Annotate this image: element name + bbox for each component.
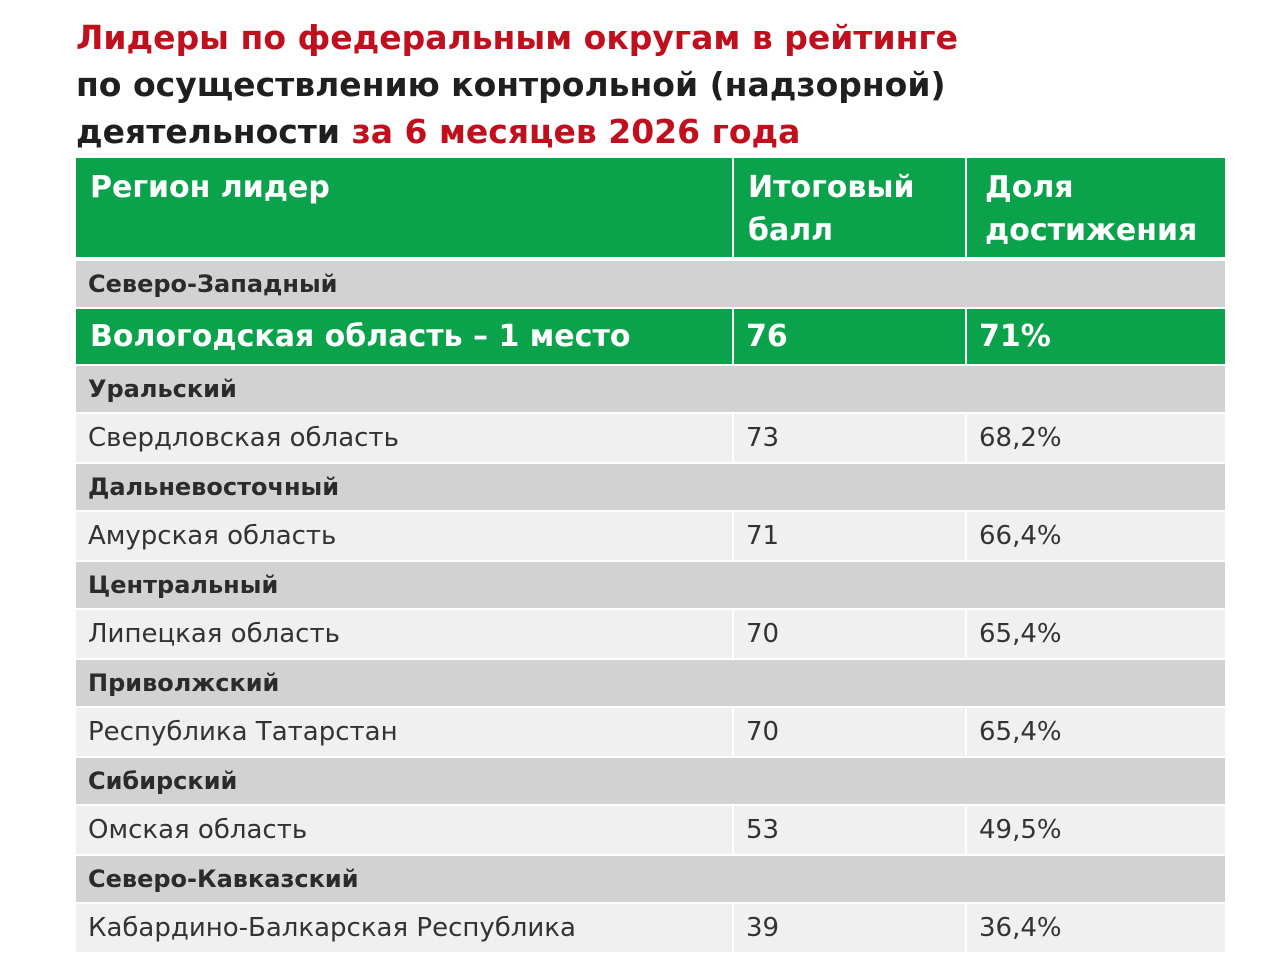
table-row bbox=[76, 512, 1225, 560]
share-cell: 49,5% bbox=[965, 806, 1225, 854]
table-header bbox=[76, 158, 1225, 257]
region-cell: Свердловская область bbox=[88, 423, 399, 453]
share-cell: 66,4% bbox=[965, 512, 1225, 560]
share-cell: 36,4% bbox=[965, 904, 1225, 952]
district-row: Приволжский bbox=[76, 660, 1225, 706]
score-cell: 71 bbox=[732, 512, 965, 560]
table-row bbox=[76, 806, 1225, 854]
table-row bbox=[76, 610, 1225, 658]
title-line-2: по осуществлению контрольной (надзорной) bbox=[76, 65, 946, 104]
region-cell: Амурская область bbox=[88, 521, 337, 551]
table-body bbox=[76, 261, 1225, 952]
title-line-3-dark: деятельности bbox=[76, 112, 341, 151]
title-period: за 6 месяцев 2026 года bbox=[351, 112, 801, 151]
header-region: Регион лидер bbox=[90, 170, 330, 205]
district-row: Дальневосточный bbox=[76, 464, 1225, 510]
table-row bbox=[76, 708, 1225, 756]
page-title bbox=[76, 14, 1236, 155]
ratings-table bbox=[76, 158, 1225, 954]
region-cell: Липецкая область bbox=[88, 619, 340, 649]
district-row: Уральский bbox=[76, 366, 1225, 412]
title-line-3 bbox=[76, 108, 1236, 155]
share-cell: 68,2% bbox=[965, 414, 1225, 462]
district-row: Северо-Кавказский bbox=[76, 856, 1225, 902]
score-cell: 70 bbox=[732, 708, 965, 756]
table-row bbox=[76, 904, 1225, 952]
leader-row bbox=[76, 309, 1225, 364]
district-row: Центральный bbox=[76, 562, 1225, 608]
table-row bbox=[76, 414, 1225, 462]
region-cell: Республика Татарстан bbox=[88, 717, 398, 747]
district-row: Сибирский bbox=[76, 758, 1225, 804]
share-cell: 65,4% bbox=[965, 610, 1225, 658]
header-score: Итоговый балл bbox=[732, 158, 965, 257]
region-cell: Кабардино-Балкарская Республика bbox=[88, 913, 576, 943]
score-cell: 53 bbox=[732, 806, 965, 854]
title-line-1: Лидеры по федеральным округам в рейтинге bbox=[76, 18, 959, 57]
score-cell: 70 bbox=[732, 610, 965, 658]
score-cell: 39 bbox=[732, 904, 965, 952]
share-cell: 71% bbox=[965, 309, 1225, 364]
region-cell: Омская область bbox=[88, 815, 308, 845]
region-cell: Вологодская область – 1 место bbox=[90, 319, 631, 354]
district-row: Северо-Западный bbox=[76, 261, 1225, 307]
header-share: Доля достижения bbox=[965, 158, 1225, 257]
share-cell: 65,4% bbox=[965, 708, 1225, 756]
score-cell: 76 bbox=[732, 309, 965, 364]
score-cell: 73 bbox=[732, 414, 965, 462]
